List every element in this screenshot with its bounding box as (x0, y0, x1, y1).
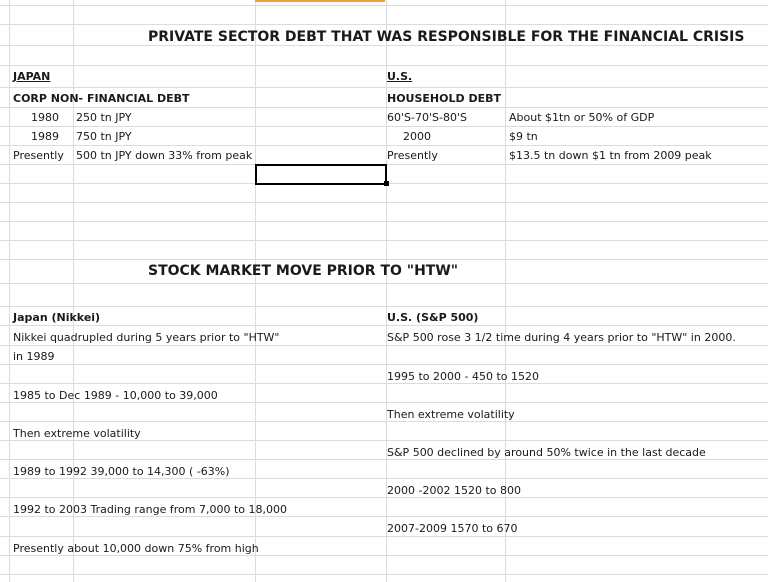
us-row-2000-value[interactable]: $9 tn (509, 130, 538, 143)
sp500-line-rose[interactable]: S&P 500 rose 3 1/2 time during 4 years prior to "HTW" in 2000. (387, 331, 736, 344)
row-gridline (0, 283, 768, 284)
japan-subheading[interactable]: CORP NON- FINANCIAL DEBT (13, 92, 190, 105)
row-gridline (0, 107, 768, 108)
column-gridline (73, 0, 74, 582)
us-subheading[interactable]: HOUSEHOLD DEBT (387, 92, 501, 105)
row-gridline (0, 5, 768, 6)
row-gridline (0, 221, 768, 222)
us-row-presently-label[interactable]: Presently (387, 149, 438, 162)
japan-row-1980-value[interactable]: 250 tn JPY (76, 111, 132, 124)
nikkei-line-presently[interactable]: Presently about 10,000 down 75% from high (13, 542, 259, 555)
us-row-presently-value[interactable]: $13.5 tn down $1 tn from 2009 peak (509, 149, 712, 162)
us-row-decades-value[interactable]: About $1tn or 50% of GDP (509, 111, 655, 124)
row-gridline (0, 87, 768, 88)
nikkei-line-1992-2003[interactable]: 1992 to 2003 Trading range from 7,000 to 18,000 (13, 503, 287, 516)
active-cell-selection[interactable] (255, 164, 387, 185)
nikkei-line-volatility[interactable]: Then extreme volatility (13, 427, 141, 440)
sp500-heading[interactable]: U.S. (S&P 500) (387, 311, 479, 324)
column-highlight-bar (255, 0, 385, 2)
sp500-line-volatility[interactable]: Then extreme volatility (387, 408, 515, 421)
japan-row-1980-year[interactable]: 1980 (31, 111, 59, 124)
row-gridline (0, 421, 768, 422)
japan-heading[interactable]: JAPAN (13, 70, 51, 83)
sp500-line-2007-2009[interactable]: 2007-2009 1570 to 670 (387, 522, 518, 535)
us-row-decades-label[interactable]: 60'S-70'S-80'S (387, 111, 467, 124)
us-row-2000-label[interactable]: 2000 (403, 130, 431, 143)
row-gridline (0, 325, 768, 326)
japan-row-1989-year[interactable]: 1989 (31, 130, 59, 143)
row-gridline (0, 345, 768, 346)
row-gridline (0, 145, 768, 146)
nikkei-line-1989-1992[interactable]: 1989 to 1992 39,000 to 14,300 ( -63%) (13, 465, 230, 478)
nikkei-line-in-1989[interactable]: in 1989 (13, 350, 55, 363)
title-private-sector-debt: PRIVATE SECTOR DEBT THAT WAS RESPONSIBLE FOR THE FINANCIAL CRISIS (148, 29, 745, 45)
row-gridline (0, 259, 768, 260)
japan-row-1989-value[interactable]: 750 tn JPY (76, 130, 132, 143)
title-stock-market-move: STOCK MARKET MOVE PRIOR TO "HTW" (148, 263, 459, 279)
row-gridline (0, 202, 768, 203)
row-gridline (0, 497, 768, 498)
row-gridline (0, 574, 768, 575)
sp500-line-1995-2000[interactable]: 1995 to 2000 - 450 to 1520 (387, 370, 540, 383)
row-gridline (0, 306, 768, 307)
row-gridline (0, 126, 768, 127)
fill-handle[interactable] (384, 181, 389, 186)
row-gridline (0, 536, 768, 537)
row-gridline (0, 240, 768, 241)
row-gridline (0, 383, 768, 384)
column-gridline (255, 0, 256, 582)
nikkei-line-quadrupled[interactable]: Nikkei quadrupled during 5 years prior to "HTW" (13, 331, 280, 344)
column-gridline (9, 0, 10, 582)
sp500-line-2000-2002[interactable]: 2000 -2002 1520 to 800 (387, 484, 521, 497)
sp500-line-declined[interactable]: S&P 500 declined by around 50% twice in the last decade (387, 446, 706, 459)
nikkei-heading[interactable]: Japan (Nikkei) (13, 311, 101, 324)
japan-row-presently-value[interactable]: 500 tn JPY down 33% from peak (76, 149, 253, 162)
nikkei-line-1985-1989[interactable]: 1985 to Dec 1989 - 10,000 to 39,000 (13, 389, 218, 402)
japan-row-presently-label[interactable]: Presently (13, 149, 64, 162)
row-gridline (0, 24, 768, 25)
row-gridline (0, 65, 768, 66)
us-heading[interactable]: U.S. (387, 70, 413, 83)
row-gridline (0, 364, 768, 365)
